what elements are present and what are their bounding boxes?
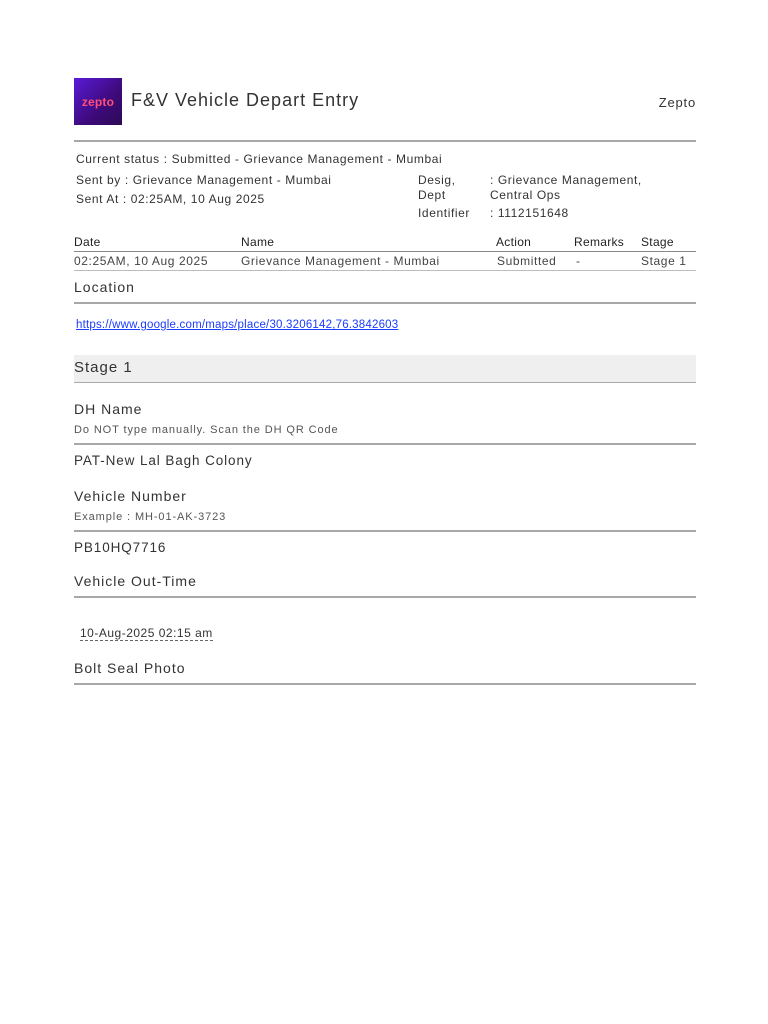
stage-title: Stage 1: [74, 359, 133, 376]
document-title: F&V Vehicle Depart Entry: [131, 90, 360, 110]
desig-label-line2: Dept: [418, 188, 446, 202]
column-header-remarks: Remarks: [574, 235, 625, 249]
vehicle-out-time-divider: [74, 596, 696, 598]
column-header-date: Date: [74, 235, 101, 249]
dh-name-divider: [74, 443, 696, 445]
vehicle-out-time-label: Vehicle Out-Time: [74, 573, 197, 589]
cell-stage: Stage 1: [641, 254, 687, 268]
column-header-name: Name: [241, 235, 275, 249]
vehicle-number-label: Vehicle Number: [74, 488, 187, 504]
stage-header: [74, 355, 696, 382]
column-header-action: Action: [496, 235, 532, 249]
vehicle-number-hint: Example : MH-01-AK-3723: [74, 511, 227, 523]
sent-at: Sent At : 02:25AM, 10 Aug 2025: [76, 192, 265, 206]
current-status: Current status : Submitted - Grievance Management - Mumbai: [76, 152, 443, 166]
identifier-label: Identifier: [418, 206, 471, 220]
header-divider: [74, 140, 696, 142]
stage-divider: [74, 382, 696, 383]
zepto-logo: [74, 78, 122, 125]
desig-value-line1: : Grievance Management,: [490, 173, 642, 187]
desig-value-line2: Central Ops: [490, 188, 561, 202]
dh-name-hint: Do NOT type manually. Scan the DH QR Code: [74, 424, 339, 436]
desig-label-line1: Desig,: [418, 173, 456, 187]
sent-by: Sent by : Grievance Management - Mumbai: [76, 173, 332, 187]
bolt-seal-photo-divider: [74, 683, 696, 685]
vehicle-number-value: PB10HQ7716: [74, 540, 167, 555]
cell-remarks: -: [576, 254, 581, 268]
cell-date: 02:25AM, 10 Aug 2025: [74, 254, 209, 268]
table-header-divider: [74, 251, 696, 252]
dh-name-label: DH Name: [74, 401, 143, 417]
vehicle-number-divider: [74, 530, 696, 532]
logo-text: zepto: [81, 94, 115, 109]
brand-name: Zepto: [658, 95, 696, 110]
dh-name-value: PAT-New Lal Bagh Colony: [74, 453, 253, 468]
column-header-stage: Stage: [641, 235, 674, 249]
location-divider: [74, 302, 696, 304]
cell-action: Submitted: [497, 254, 557, 268]
location-map-link[interactable]: https://www.google.com/maps/place/30.3206142,76.3842603: [76, 319, 399, 331]
identifier-value: : 1112151648: [490, 206, 569, 220]
bolt-seal-photo-label: Bolt Seal Photo: [74, 660, 186, 676]
table-row-divider: [74, 270, 696, 271]
vehicle-out-time-value: 10-Aug-2025 02:15 am: [80, 626, 213, 640]
location-label: Location: [74, 279, 135, 295]
cell-name: Grievance Management - Mumbai: [241, 254, 440, 268]
